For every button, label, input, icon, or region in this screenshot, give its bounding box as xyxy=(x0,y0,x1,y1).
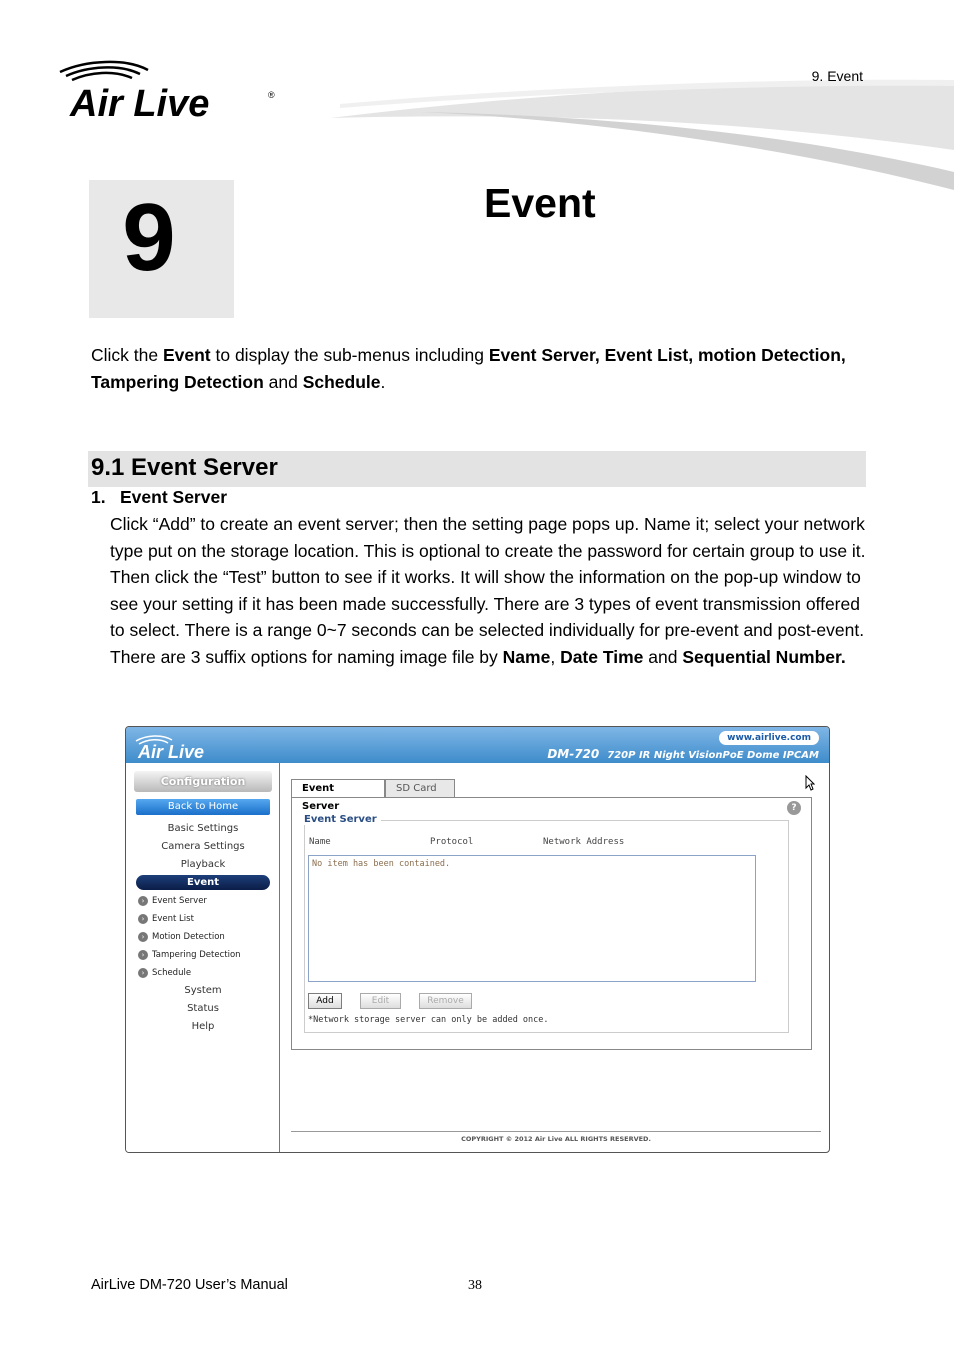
item-title: Event Server xyxy=(120,487,228,507)
group-title: Event Server xyxy=(304,814,381,825)
item-body-paragraph: Click “Add” to create an event server; then the setting page pops up. Name it; select your network type put on the storage location. This is optional to create the password for certain group to use it. Then click the “Test” button to see if it works. It will show the information on the pop-up window to see your setting if it has been made successfully. There are 3 types of event transmission offered to select. There is a range 0~7 seconds can be selected individually for pre-event and post-event. There are 3 suffix options for naming image file by Name, Date Time and Sequential Number. xyxy=(110,514,866,667)
arrow-icon: › xyxy=(138,932,148,942)
back-to-home-button[interactable]: Back to Home xyxy=(136,799,270,815)
screenshot-model-label: DM-720 720P IR Night VisionPoE Dome IPCAM xyxy=(547,747,819,761)
configuration-button[interactable]: Configuration xyxy=(134,771,272,792)
event-server-group xyxy=(304,814,789,1033)
help-icon[interactable]: ? xyxy=(787,801,801,815)
screenshot-main-area xyxy=(281,763,829,1153)
svg-text:®: ® xyxy=(268,90,275,100)
storage-note: *Network storage server can only be added once. xyxy=(308,1015,549,1025)
screenshot-header-bar xyxy=(126,727,829,763)
footer-page-number: 38 xyxy=(468,1278,482,1293)
screenshot-sidebar xyxy=(126,763,280,1153)
sidebar-subitem-tampering-detection[interactable]: › Tampering Detection xyxy=(138,950,241,960)
chapter-number-box xyxy=(89,180,234,318)
column-header-network-address: Network Address xyxy=(543,837,625,847)
edit-button[interactable]: Edit xyxy=(360,993,401,1009)
svg-text:Air Live: Air Live xyxy=(138,742,205,760)
item-heading xyxy=(91,487,227,508)
screenshot-url-badge: www.airlive.com xyxy=(719,731,819,745)
section-heading-bar xyxy=(88,451,866,487)
sidebar-subitem-schedule[interactable]: › Schedule xyxy=(138,968,191,978)
item-number: 1. xyxy=(91,487,106,507)
sidebar-item-playback[interactable]: Playback xyxy=(180,859,226,870)
sidebar-item-status[interactable]: Status xyxy=(187,1003,219,1014)
arrow-icon: › xyxy=(138,914,148,924)
sidebar-subitem-event-list[interactable]: › Event List xyxy=(138,914,194,924)
footer-manual-title: AirLive DM-720 User’s Manual xyxy=(91,1277,288,1293)
screenshot-airlive-logo xyxy=(134,734,244,760)
mouse-cursor-icon xyxy=(805,775,815,791)
section-title: 9.1 Event Server xyxy=(91,454,278,481)
tab-sd-card[interactable]: SD Card xyxy=(385,779,455,797)
intro-paragraph: Click the Event to display the sub-menus including Event Server, Event List, motion Detection, Tampering Detection and Schedule. xyxy=(91,345,846,392)
event-server-panel xyxy=(291,797,812,1050)
empty-list-message: No item has been contained. xyxy=(312,859,451,869)
event-server-list[interactable] xyxy=(308,855,756,982)
sidebar-item-camera-settings[interactable]: Camera Settings xyxy=(161,841,245,852)
airlive-logo xyxy=(56,58,286,124)
column-header-name: Name xyxy=(309,837,331,847)
sidebar-subitem-event-server[interactable]: › Event Server xyxy=(138,896,207,906)
chapter-title: Event xyxy=(484,180,596,226)
arrow-icon: › xyxy=(138,896,148,906)
logo-text: Air Live xyxy=(70,83,210,124)
remove-button[interactable]: Remove xyxy=(419,993,472,1009)
header-chapter-label: 9. Event xyxy=(811,68,863,84)
sidebar-item-system[interactable]: System xyxy=(184,985,222,996)
screenshot-copyright: COPYRIGHT © 2012 Air Live ALL RIGHTS RESERVED. xyxy=(291,1131,821,1143)
arrow-icon: › xyxy=(138,968,148,978)
column-header-protocol: Protocol xyxy=(430,837,474,847)
sidebar-item-basic-settings[interactable]: Basic Settings xyxy=(167,823,239,834)
event-server-screenshot xyxy=(125,726,830,1153)
sidebar-item-help[interactable]: Help xyxy=(191,1021,215,1032)
add-button[interactable]: Add xyxy=(308,993,342,1009)
chapter-number: 9 xyxy=(122,184,176,291)
sidebar-item-event[interactable]: Event xyxy=(136,875,270,890)
arrow-icon: › xyxy=(138,950,148,960)
tab-event-server[interactable]: Event Server xyxy=(291,779,385,797)
sidebar-subitem-motion-detection[interactable]: › Motion Detection xyxy=(138,932,225,942)
